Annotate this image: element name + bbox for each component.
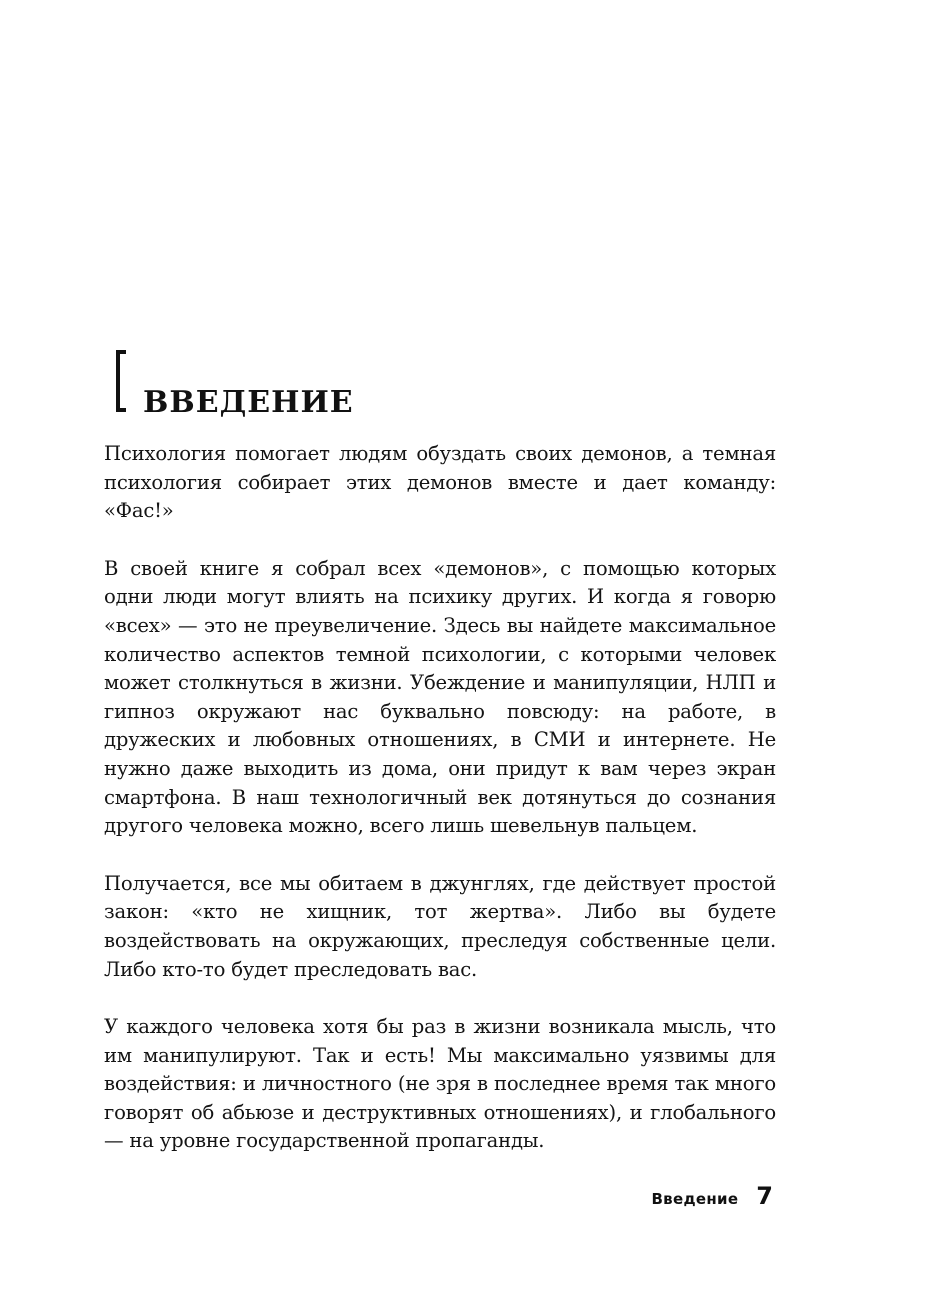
paragraph-3: Получается, все мы обитаем в джунглях, где действует простой закон: «кто не хищник, тот жертва». Либо вы будете воздействовать на окружающих, преследуя собственные цели. Либо кто-то будет преследовать вас. (104, 871, 776, 981)
paragraph-2: В своей книге я собрал всех «демонов», с помощью которых одни люди могут влиять на психику других. И когда я говорю «всех» — это не преувеличение. Здесь вы найдете максимальное количество аспектов темной психологии, с которыми человек может столкнуться в жизни. Убеждение и манипуляции, НЛП и гипноз окружают нас буквально повсюду: на работе, в дружеских и любовных отношениях, в СМИ и интернете. Не нужно даже выходить из дома, они придут к вам через экран смартфона. В наш технологичный век дотянуться до сознания другого человека можно, всего лишь шевельнув пальцем. (104, 556, 776, 838)
body-text (104, 440, 776, 1185)
page-footer (651, 1182, 773, 1210)
page-number: 7 (756, 1182, 773, 1210)
paragraph-4: У каждого человека хотя бы раз в жизни возникала мысль, что им манипулируют. Так и есть! Мы максимально уязвимы для воздействия: и личностного (не зря в последнее время так много говорят об абьюзе и деструктивных отношениях), и глобального — на уровне государственной пропаганды. (104, 1015, 776, 1153)
running-head: Введение (651, 1190, 739, 1208)
paragraph-1: Психология помогает людям обуздать своих демонов, а темная психология собирает этих демонов вместе и дает команду: «Фас!» (104, 442, 776, 523)
chapter-title-bracket (116, 350, 126, 412)
chapter-title: ВВЕДЕНИЕ (143, 385, 354, 421)
